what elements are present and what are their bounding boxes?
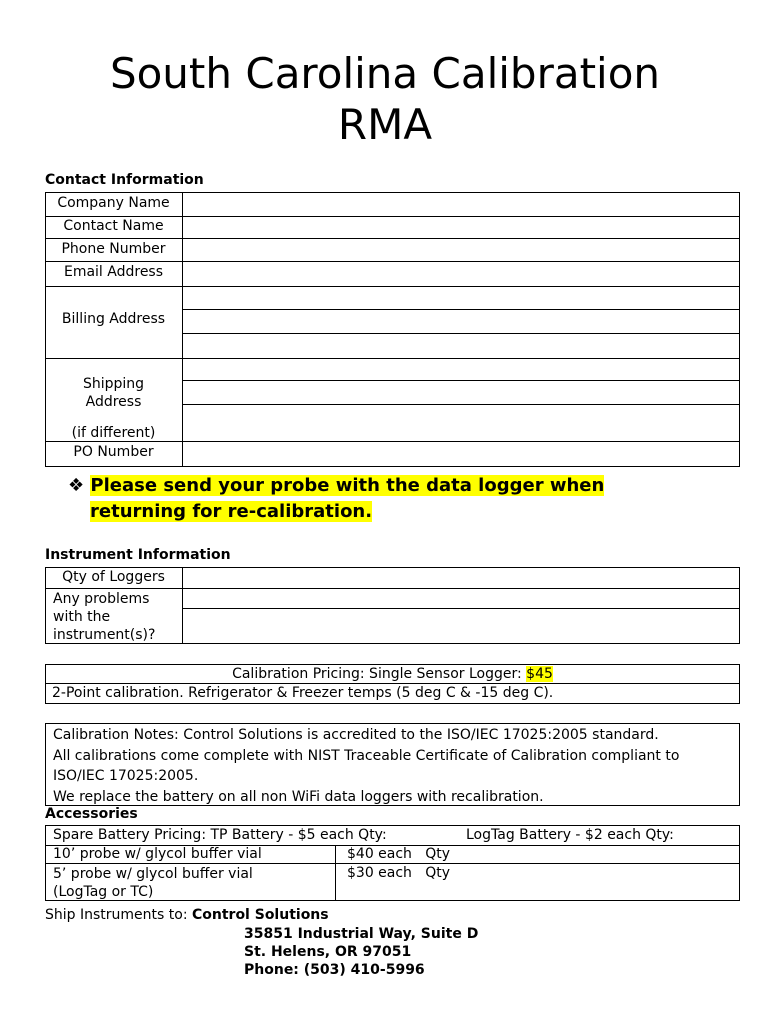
- pricing-line1: [45, 666, 740, 682]
- ship-address-line2: St. Helens, OR 97051: [244, 944, 412, 960]
- probe5-desc-line2: (LogTag or TC): [53, 884, 154, 900]
- ship-address-line1: 35851 Industrial Way, Suite D: [244, 926, 479, 942]
- notes-line2: All calibrations come complete with NIST Traceable Certificate of Calibration compliant to: [53, 747, 680, 764]
- contact-heading: Contact Information: [45, 172, 204, 188]
- probe10-desc: 10’ probe w/ glycol buffer vial: [53, 846, 262, 862]
- label-billing-address: Billing Address: [61, 311, 166, 327]
- problems-field[interactable]: [183, 589, 739, 643]
- phone-number-field[interactable]: [183, 239, 739, 260]
- label-problems-line1: Any problems: [53, 591, 150, 607]
- company-name-field[interactable]: [183, 193, 739, 215]
- label-shipping-line2: Address: [85, 394, 142, 410]
- label-phone-number: Phone Number: [61, 241, 166, 257]
- probe5-price: $30 each Qty: [347, 865, 451, 881]
- probe5-desc-line1: 5’ probe w/ glycol buffer vial: [53, 866, 253, 882]
- label-any-problems: [53, 590, 155, 644]
- battery-tp-pricing: Spare Battery Pricing: TP Battery - $5 each Qty:: [53, 827, 387, 843]
- label-problems-line2: with the: [53, 609, 111, 625]
- ship-company: Control Solutions: [191, 907, 329, 923]
- po-number-field[interactable]: [183, 442, 739, 466]
- label-shipping-address: [45, 375, 182, 411]
- page-title-line1: South Carolina Calibration: [109, 49, 661, 98]
- notes-line1: Calibration Notes: Control Solutions is accredited to the ISO/IEC 17025:2005 standard.: [53, 727, 659, 743]
- label-company-name: Company Name: [57, 195, 170, 211]
- pricing-price: $45: [526, 666, 553, 682]
- notes-line4: We replace the battery on all non WiFi data loggers with recalibration.: [53, 788, 544, 805]
- contact-name-field[interactable]: [183, 217, 739, 237]
- shipping-address-field[interactable]: [183, 359, 739, 440]
- battery-logtag-pricing: LogTag Battery - $2 each Qty:: [466, 827, 674, 843]
- ship-to: [45, 907, 329, 923]
- probe5-desc: [53, 865, 253, 901]
- pricing-line2: 2-Point calibration. Refrigerator & Freezer temps (5 deg C & -15 deg C).: [52, 685, 554, 701]
- calibration-notes: [53, 725, 738, 807]
- label-email-address: Email Address: [63, 264, 164, 280]
- ship-phone: Phone: (503) 410-5996: [244, 962, 425, 978]
- ship-label: Ship Instruments to:: [45, 907, 192, 923]
- email-address-field[interactable]: [183, 262, 739, 285]
- billing-address-field[interactable]: [183, 287, 739, 357]
- accessories-heading: Accessories: [45, 806, 138, 822]
- notes-line3: ISO/IEC 17025:2005.: [53, 768, 199, 784]
- label-po-number: PO Number: [73, 444, 154, 460]
- probe10-price: $40 each Qty: [347, 846, 451, 862]
- probe-notice: [68, 473, 604, 525]
- instrument-heading: Instrument Information: [45, 547, 231, 563]
- label-qty-loggers: Qty of Loggers: [62, 569, 165, 585]
- diamond-bullet-icon: ❖: [68, 475, 85, 496]
- notice-line2: returning for re-calibration.: [90, 501, 373, 522]
- ship-address: [244, 925, 478, 979]
- label-if-different: (if different): [71, 425, 156, 441]
- qty-loggers-field[interactable]: [183, 568, 739, 587]
- pricing-label: Calibration Pricing: Single Sensor Logger:: [232, 666, 527, 682]
- page-title-line2: RMA: [337, 100, 433, 149]
- page-title: [0, 48, 770, 150]
- label-problems-line3: instrument(s)?: [53, 627, 156, 643]
- notice-line1: Please send your probe with the data logger when: [90, 475, 605, 496]
- label-shipping-line1: Shipping: [82, 376, 145, 392]
- label-contact-name: Contact Name: [63, 218, 164, 234]
